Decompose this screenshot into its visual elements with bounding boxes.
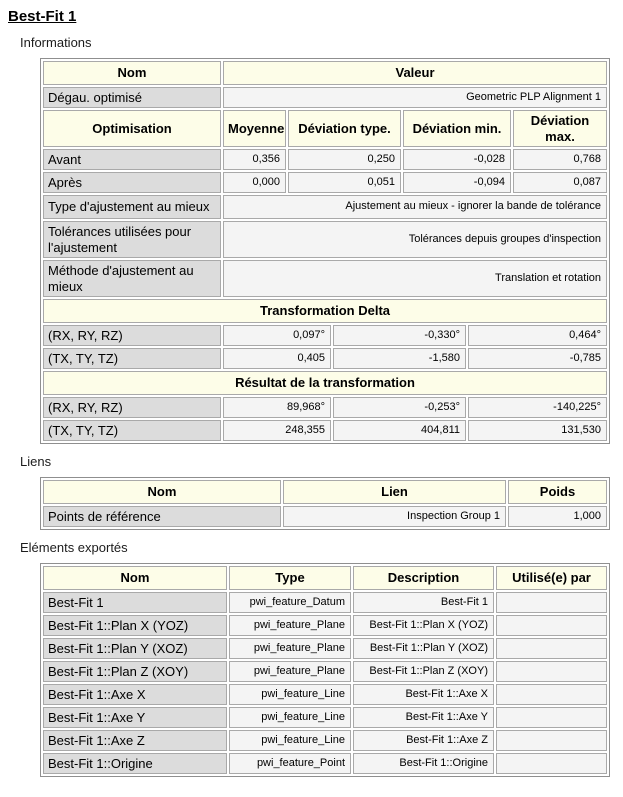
section-label-elements-exportes: Eléments exportés bbox=[20, 540, 128, 555]
header-cell-description bbox=[353, 566, 494, 590]
value-cell bbox=[496, 592, 607, 613]
value-cell: -0,028 bbox=[403, 149, 511, 170]
header-text: Utilisé(e) par bbox=[512, 570, 591, 586]
value-cell: -0,094 bbox=[403, 172, 511, 193]
value-cell: Best-Fit 1::Axe Z bbox=[353, 730, 494, 751]
header-cell-moyenne bbox=[223, 110, 286, 147]
value-cell bbox=[496, 615, 607, 636]
table-row bbox=[43, 753, 607, 774]
value-cell: 1,000 bbox=[508, 506, 607, 527]
label-cell: Dégau. optimisé bbox=[43, 87, 221, 108]
value-cell: 248,355 bbox=[223, 420, 331, 441]
table-row bbox=[43, 87, 607, 108]
label-cell: (TX, TY, TZ) bbox=[43, 420, 221, 441]
table-row bbox=[43, 110, 607, 147]
table-row bbox=[43, 730, 607, 751]
label-cell: Type d'ajustement au mieux bbox=[43, 195, 221, 219]
value-cell: 0,097° bbox=[223, 325, 331, 346]
header-cell-nom bbox=[43, 480, 281, 504]
value-cell: 0,464° bbox=[468, 325, 607, 346]
value-cell: pwi_feature_Plane bbox=[229, 638, 351, 659]
label-cell: Best-Fit 1::Origine bbox=[43, 753, 227, 774]
value-cell: Best-Fit 1::Axe X bbox=[353, 684, 494, 705]
value-cell: 0,356 bbox=[223, 149, 286, 170]
header-text: Résultat de la transformation bbox=[235, 375, 415, 391]
label-cell: Avant bbox=[43, 149, 221, 170]
liens-table bbox=[40, 477, 610, 530]
value-cell: Best-Fit 1::Plan Y (XOZ) bbox=[353, 638, 494, 659]
table-row bbox=[43, 299, 607, 323]
table-row-delta-translation bbox=[43, 348, 607, 369]
value-cell: 0,405 bbox=[223, 348, 331, 369]
header-cell-deviation-type bbox=[288, 110, 401, 147]
header-cell-utilise-par bbox=[496, 566, 607, 590]
value-cell: Geometric PLP Alignment 1 bbox=[223, 87, 607, 108]
label-cell: Best-Fit 1::Plan X (YOZ) bbox=[43, 615, 227, 636]
table-row bbox=[43, 661, 607, 682]
value-cell: Best-Fit 1::Plan X (YOZ) bbox=[353, 615, 494, 636]
label-cell: Points de référence bbox=[43, 506, 281, 527]
value-cell: Best-Fit 1::Axe Y bbox=[353, 707, 494, 728]
value-cell bbox=[496, 707, 607, 728]
table-row bbox=[43, 506, 607, 527]
label-cell: Best-Fit 1::Axe Z bbox=[43, 730, 227, 751]
label-cell: (RX, RY, RZ) bbox=[43, 397, 221, 418]
label-cell: Méthode d'ajustement au mieux bbox=[43, 260, 221, 297]
header-text: Poids bbox=[539, 484, 576, 500]
table-row bbox=[43, 707, 607, 728]
header-text: Description bbox=[387, 570, 460, 586]
header-cell-nom bbox=[43, 61, 221, 85]
header-text: Type bbox=[275, 570, 305, 586]
value-cell: pwi_feature_Datum bbox=[229, 592, 351, 613]
table-row bbox=[43, 371, 607, 395]
header-cell-valeur bbox=[223, 61, 607, 85]
header-text: Déviation type. bbox=[298, 120, 391, 136]
label-cell: (RX, RY, RZ) bbox=[43, 325, 221, 346]
label-cell: Best-Fit 1::Plan Y (XOZ) bbox=[43, 638, 227, 659]
value-cell: 0,051 bbox=[288, 172, 401, 193]
header-text: Optimisation bbox=[92, 120, 172, 136]
table-row bbox=[43, 260, 607, 297]
value-cell: -140,225° bbox=[468, 397, 607, 418]
value-cell: 404,811 bbox=[333, 420, 466, 441]
value-cell: Inspection Group 1 bbox=[283, 506, 506, 527]
label-cell: Best-Fit 1::Axe X bbox=[43, 684, 227, 705]
header-cell-nom bbox=[43, 566, 227, 590]
label-cell: (TX, TY, TZ) bbox=[43, 348, 221, 369]
header-text: Lien bbox=[381, 484, 408, 500]
value-cell bbox=[496, 638, 607, 659]
value-cell bbox=[496, 730, 607, 751]
label-cell: Best-Fit 1 bbox=[43, 592, 227, 613]
value-cell: Translation et rotation bbox=[223, 260, 607, 297]
value-cell: -0,330° bbox=[333, 325, 466, 346]
table-row-delta-rotation bbox=[43, 325, 607, 346]
header-text: Moyenne bbox=[228, 120, 285, 136]
value-cell: pwi_feature_Line bbox=[229, 707, 351, 728]
table-row bbox=[43, 592, 607, 613]
header-text: Valeur bbox=[395, 65, 435, 81]
value-cell: 0,000 bbox=[223, 172, 286, 193]
header-text: Déviation max. bbox=[530, 112, 590, 144]
value-cell: -0,253° bbox=[333, 397, 466, 418]
label-cell: Best-Fit 1::Axe Y bbox=[43, 707, 227, 728]
table-row bbox=[43, 684, 607, 705]
value-cell bbox=[496, 684, 607, 705]
header-cell-optimisation bbox=[43, 110, 221, 147]
value-cell: Best-Fit 1::Origine bbox=[353, 753, 494, 774]
header-text: Nom bbox=[120, 570, 150, 586]
header-cell-resultat-transformation bbox=[43, 371, 607, 395]
value-cell: 131,530 bbox=[468, 420, 607, 441]
page-title: Best-Fit 1 bbox=[8, 8, 77, 25]
header-text: Nom bbox=[117, 65, 147, 81]
value-cell: pwi_feature_Line bbox=[229, 730, 351, 751]
value-cell: 89,968° bbox=[223, 397, 331, 418]
header-cell-deviation-min bbox=[403, 110, 511, 147]
table-row bbox=[43, 195, 607, 219]
header-text: Transformation Delta bbox=[259, 303, 391, 319]
value-cell: Best-Fit 1 bbox=[353, 592, 494, 613]
section-label-liens: Liens bbox=[20, 454, 52, 469]
value-cell: pwi_feature_Point bbox=[229, 753, 351, 774]
table-row-result-rotation bbox=[43, 397, 607, 418]
table-row bbox=[43, 480, 607, 504]
label-cell: Best-Fit 1::Plan Z (XOY) bbox=[43, 661, 227, 682]
table-row bbox=[43, 615, 607, 636]
header-cell-deviation-max bbox=[513, 110, 607, 147]
value-cell: pwi_feature_Plane bbox=[229, 615, 351, 636]
value-cell: 0,768 bbox=[513, 149, 607, 170]
header-text: Nom bbox=[147, 484, 177, 500]
label-cell: Après bbox=[43, 172, 221, 193]
table-row bbox=[43, 566, 607, 590]
header-cell-lien bbox=[283, 480, 506, 504]
header-cell-poids bbox=[508, 480, 607, 504]
table-row bbox=[43, 61, 607, 85]
table-row-result-translation bbox=[43, 420, 607, 441]
value-cell: -1,580 bbox=[333, 348, 466, 369]
value-cell: Best-Fit 1::Plan Z (XOY) bbox=[353, 661, 494, 682]
value-cell: Ajustement au mieux - ignorer la bande de tolérance bbox=[223, 195, 607, 219]
value-cell: pwi_feature_Line bbox=[229, 684, 351, 705]
value-cell bbox=[496, 661, 607, 682]
header-cell-type bbox=[229, 566, 351, 590]
value-cell: pwi_feature_Plane bbox=[229, 661, 351, 682]
table-row bbox=[43, 638, 607, 659]
table-row-apres bbox=[43, 172, 607, 193]
value-cell bbox=[496, 753, 607, 774]
section-label-informations: Informations bbox=[20, 35, 92, 50]
value-cell: Tolérances depuis groupes d'inspection bbox=[223, 221, 607, 258]
informations-table bbox=[40, 58, 610, 444]
header-cell-transformation-delta bbox=[43, 299, 607, 323]
label-cell: Tolérances utilisées pour l'ajustement bbox=[43, 221, 221, 258]
table-row-avant bbox=[43, 149, 607, 170]
value-cell: 0,250 bbox=[288, 149, 401, 170]
table-row bbox=[43, 221, 607, 258]
elements-exportes-table bbox=[40, 563, 610, 777]
header-text: Déviation min. bbox=[412, 120, 502, 136]
value-cell: 0,087 bbox=[513, 172, 607, 193]
value-cell: -0,785 bbox=[468, 348, 607, 369]
